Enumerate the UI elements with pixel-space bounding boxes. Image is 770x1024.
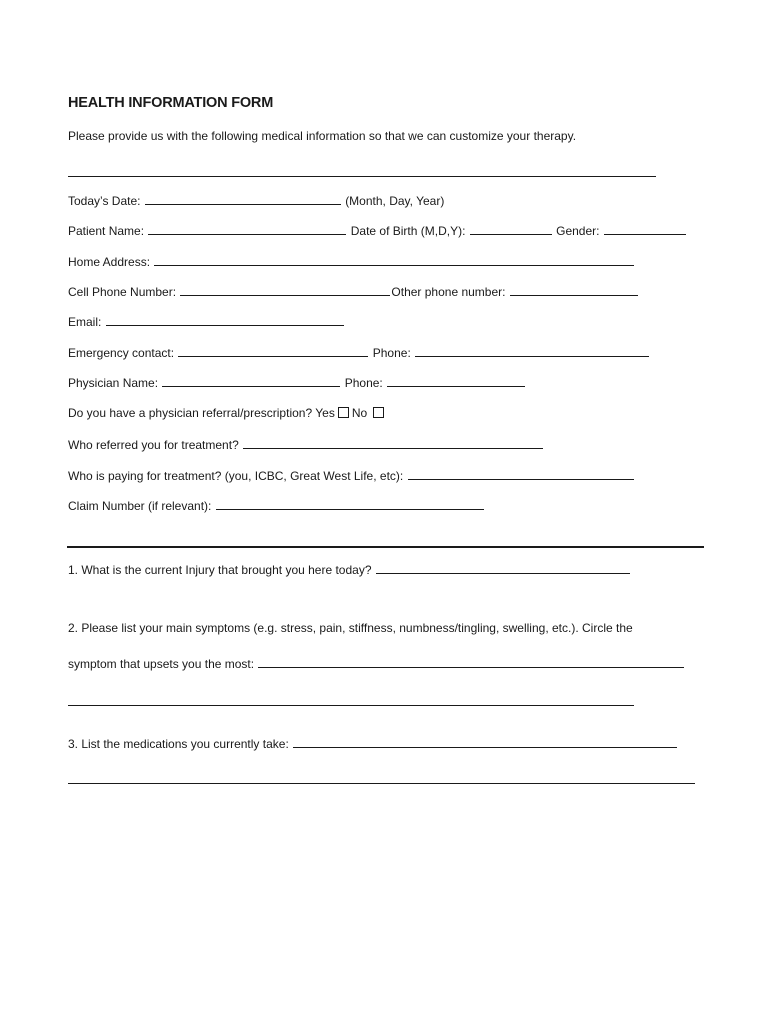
physician-phone-field[interactable]	[387, 374, 525, 387]
question-3-label: 3. List the medications you currently take:	[68, 737, 289, 751]
referral-no-label: No	[351, 406, 368, 420]
physician-name-field[interactable]	[162, 374, 340, 387]
patient-name-label: Patient Name:	[68, 224, 145, 238]
questions-divider	[67, 546, 704, 548]
claim-number-row	[68, 497, 485, 513]
cell-phone-field[interactable]	[180, 283, 390, 296]
cell-phone-label: Cell Phone Number:	[68, 285, 177, 299]
todays-date-label: Today’s Date:	[68, 194, 141, 208]
payer-row	[68, 467, 635, 483]
home-address-label: Home Address:	[68, 255, 151, 269]
referral-no-checkbox[interactable]	[373, 407, 384, 418]
phone-numbers-row	[68, 283, 639, 299]
question-2-row	[68, 655, 685, 671]
gender-field[interactable]	[604, 222, 686, 235]
referral-label: Do you have a physician referral/prescription?	[68, 406, 313, 420]
form-intro: Please provide us with the following medical information so that we can customize your therapy.	[68, 129, 577, 143]
referred-by-row	[68, 436, 544, 452]
physician-name-label: Physician Name:	[68, 376, 159, 390]
patient-name-field[interactable]	[148, 222, 346, 235]
date-of-birth-field[interactable]	[470, 222, 552, 235]
gender-label: Gender:	[556, 224, 600, 238]
home-address-row	[68, 253, 635, 269]
question-2-label: 2. Please list your main symptoms (e.g. stress, pain, stiffness, numbness/tingling, swelling, etc.). Circle the	[68, 621, 633, 635]
emergency-contact-label: Emergency contact:	[68, 346, 175, 360]
question-3-answer-field[interactable]	[293, 735, 677, 748]
emergency-phone-field[interactable]	[415, 344, 649, 357]
form-title: HEALTH INFORMATION FORM	[68, 95, 274, 111]
email-row	[68, 313, 345, 329]
referred-by-field[interactable]	[243, 436, 543, 449]
question-1-answer-field[interactable]	[376, 561, 630, 574]
payer-label: Who is paying for treatment? (you, ICBC, Great West Life, etc):	[68, 469, 404, 483]
emergency-phone-label: Phone:	[372, 346, 411, 360]
section-divider	[68, 176, 656, 177]
referral-row	[68, 406, 387, 420]
claim-number-label: Claim Number (if relevant):	[68, 499, 212, 513]
question-1-label: 1. What is the current Injury that brought you here today?	[68, 563, 372, 577]
home-address-field[interactable]	[154, 253, 634, 266]
physician-row	[68, 374, 526, 390]
todays-date-field[interactable]	[145, 192, 341, 205]
email-label: Email:	[68, 315, 102, 329]
question-2-label-continued: symptom that upsets you the most:	[68, 657, 255, 671]
physician-phone-label: Phone:	[344, 376, 383, 390]
other-phone-field[interactable]	[510, 283, 638, 296]
other-phone-label: Other phone number:	[391, 285, 506, 299]
emergency-contact-row	[68, 344, 650, 360]
question-2-extra-line[interactable]	[68, 705, 634, 706]
todays-date-row	[68, 192, 444, 208]
payer-field[interactable]	[408, 467, 634, 480]
referral-yes-checkbox[interactable]	[338, 407, 349, 418]
question-2-answer-field[interactable]	[258, 655, 684, 668]
patient-name-row	[68, 222, 687, 238]
date-of-birth-label: Date of Birth (M,D,Y):	[350, 224, 466, 238]
referral-yes-label: Yes	[315, 406, 335, 420]
email-field[interactable]	[106, 313, 344, 326]
referred-by-label: Who referred you for treatment?	[68, 438, 239, 452]
emergency-contact-field[interactable]	[178, 344, 368, 357]
question-1-row	[68, 561, 631, 577]
question-3-row	[68, 735, 678, 751]
claim-number-field[interactable]	[216, 497, 484, 510]
question-3-extra-line[interactable]	[68, 783, 695, 784]
todays-date-format-hint: (Month, Day, Year)	[345, 194, 445, 208]
